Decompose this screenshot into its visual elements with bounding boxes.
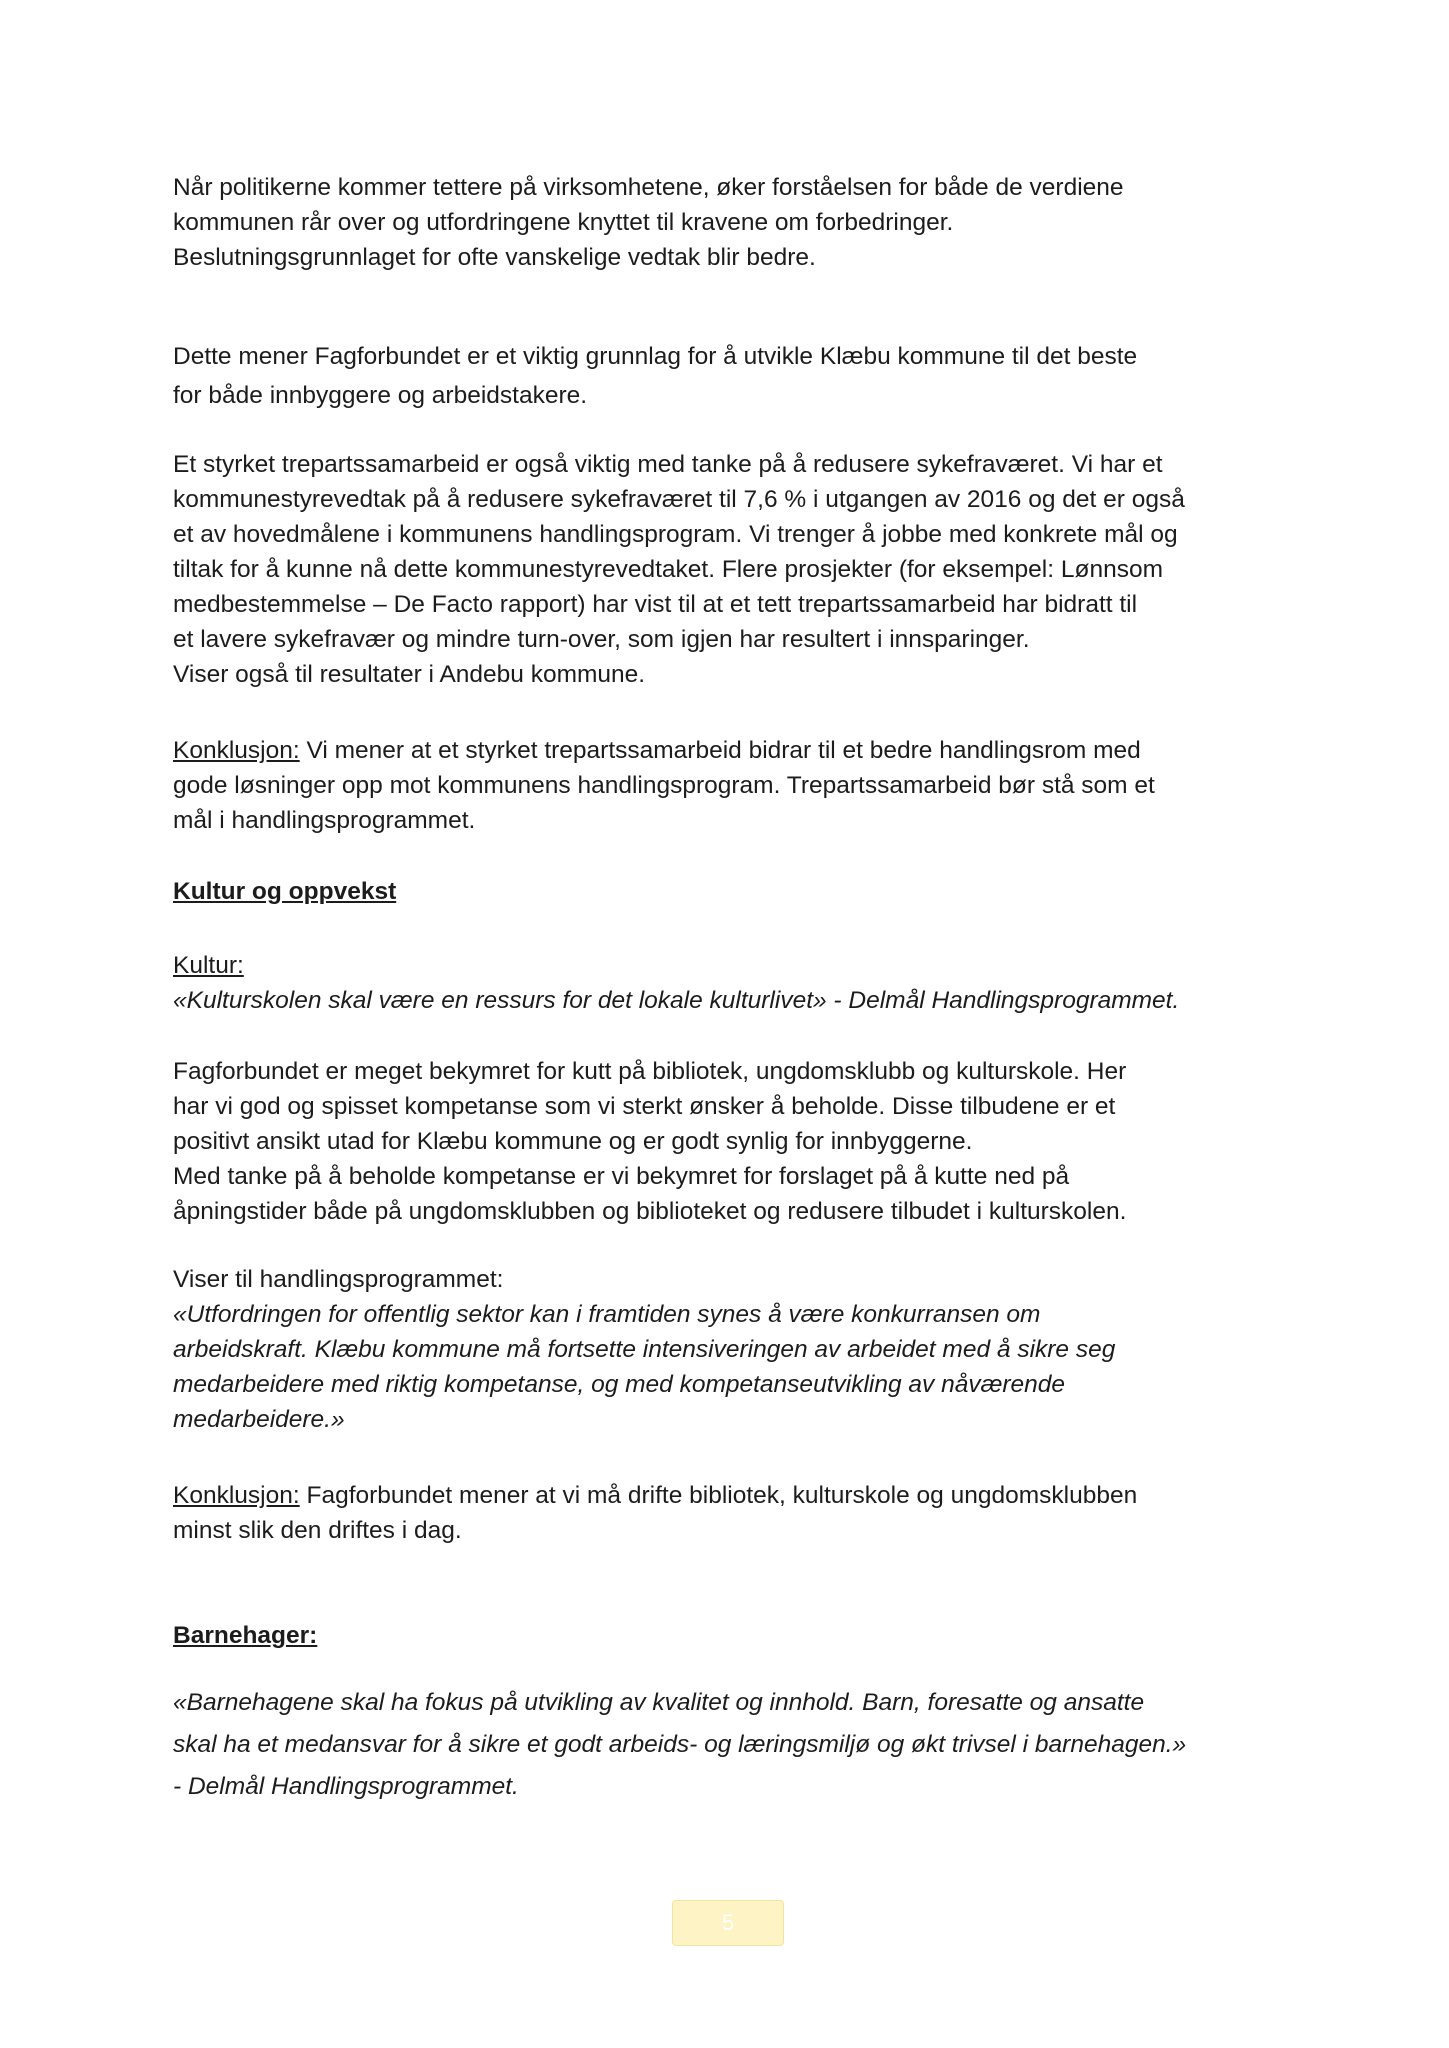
- text-line: Med tanke på å beholde kompetanse er vi bekymret for forslaget på å kutte ned på: [173, 1163, 1070, 1190]
- text-line: åpningstider både på ungdomsklubben og biblioteket og redusere tilbudet i kulturskolen.: [173, 1198, 1127, 1225]
- konklusjon-label: Konklusjon:: [173, 1482, 300, 1509]
- text-line: positivt ansikt utad for Klæbu kommune og er godt synlig for innbyggerne.: [173, 1128, 973, 1155]
- text-span: Fagforbundet mener at vi må drifte bibliotek, kulturskole og ungdomsklubben: [299, 1482, 1138, 1509]
- quote-line: medarbeidere med riktig kompetanse, og med kompetanseutvikling av nåværende: [173, 1371, 1066, 1398]
- paragraph-konklusjon-2: [173, 1478, 1313, 1548]
- quote-line: «Utfordringen for offentlig sektor kan i framtiden synes å være konkurransen om: [173, 1301, 1041, 1328]
- text-line: et av hovedmålene i kommunens handlingsprogram. Vi trenger å jobbe med konkrete mål og: [173, 521, 1178, 548]
- quote-line: medarbeidere.»: [173, 1406, 345, 1433]
- quote-line: skal ha et medansvar for å sikre et godt arbeids- og læringsmiljø og økt trivsel i barnehagen.»: [173, 1731, 1187, 1758]
- text-line: Et styrket trepartssamarbeid er også viktig med tanke på å redusere sykefraværet. Vi har et: [173, 451, 1163, 478]
- text-line: Beslutningsgrunnlaget for ofte vanskelige vedtak blir bedre.: [173, 244, 816, 271]
- text-line: kommunestyrevedtak på å redusere sykefraværet til 7,6 % i utgangen av 2016 og det er også: [173, 486, 1185, 513]
- text-line: har vi god og spisset kompetanse som vi sterkt ønsker å beholde. Disse tilbudene er et: [173, 1093, 1116, 1120]
- paragraph-trepartssamarbeid: [173, 447, 1313, 692]
- quote-line: «Barnehagene skal ha fokus på utvikling av kvalitet og innhold. Barn, foresatte og ansatte: [173, 1689, 1145, 1716]
- text-line: Når politikerne kommer tettere på virksomhetene, øker forståelsen for både de verdiene: [173, 174, 1124, 201]
- text-line: Fagforbundet er meget bekymret for kutt på bibliotek, ungdomsklubb og kulturskole. Her: [173, 1058, 1127, 1085]
- paragraph-barnehager-quote: [173, 1682, 1313, 1808]
- paragraph-handlingsprogrammet-quote: [173, 1262, 1313, 1437]
- heading-kultur-og-oppvekst: [173, 874, 1313, 909]
- section-heading: Kultur og oppvekst: [173, 878, 397, 905]
- paragraph-fagforbundet-grunnlag: [173, 337, 1313, 415]
- quote-kulturskolen: «Kulturskolen skal være en ressurs for det lokale kulturlivet» - Delmål Handlingsprogrammet.: [173, 987, 1180, 1014]
- text-span: Vi mener at et styrket trepartssamarbeid bidrar til et bedre handlingsrom med: [299, 737, 1141, 764]
- quote-line: arbeidskraft. Klæbu kommune må fortsette intensiveringen av arbeidet med å sikre seg: [173, 1336, 1116, 1363]
- paragraph-kultur: [173, 948, 1313, 1018]
- text-line: for både innbyggere og arbeidstakere.: [173, 382, 588, 409]
- heading-barnehager: [173, 1618, 1313, 1653]
- paragraph-politikerne: [173, 170, 1313, 275]
- text-line: et lavere sykefravær og mindre turn-over, som igjen har resultert i innsparinger.: [173, 626, 1030, 653]
- text-line: [173, 1478, 1313, 1513]
- paragraph-bekymret: [173, 1054, 1313, 1229]
- text-line: Dette mener Fagforbundet er et viktig grunnlag for å utvikle Klæbu kommune til det beste: [173, 343, 1138, 370]
- subheading-kultur: Kultur:: [173, 952, 244, 979]
- text-line: kommunen rår over og utfordringene knyttet til kravene om forbedringer.: [173, 209, 954, 236]
- text-line: tiltak for å kunne nå dette kommunestyrevedtaket. Flere prosjekter (for eksempel: Lønnsom: [173, 556, 1163, 583]
- text-line: gode løsninger opp mot kommunens handlingsprogram. Trepartssamarbeid bør stå som et: [173, 772, 1155, 799]
- paragraph-konklusjon-1: [173, 733, 1313, 838]
- section-heading: Barnehager:: [173, 1622, 318, 1649]
- text-line: medbestemmelse – De Facto rapport) har vist til at et tett trepartssamarbeid har bidratt til: [173, 591, 1138, 618]
- quote-line: - Delmål Handlingsprogrammet.: [173, 1773, 519, 1800]
- page-number: 5: [672, 1900, 784, 1946]
- text-line: [173, 733, 1313, 768]
- text-line: Viser også til resultater i Andebu kommune.: [173, 661, 646, 688]
- text-line: minst slik den driftes i dag.: [173, 1517, 462, 1544]
- text-line: Viser til handlingsprogrammet:: [173, 1266, 504, 1293]
- text-line: mål i handlingsprogrammet.: [173, 807, 476, 834]
- konklusjon-label: Konklusjon:: [173, 737, 300, 764]
